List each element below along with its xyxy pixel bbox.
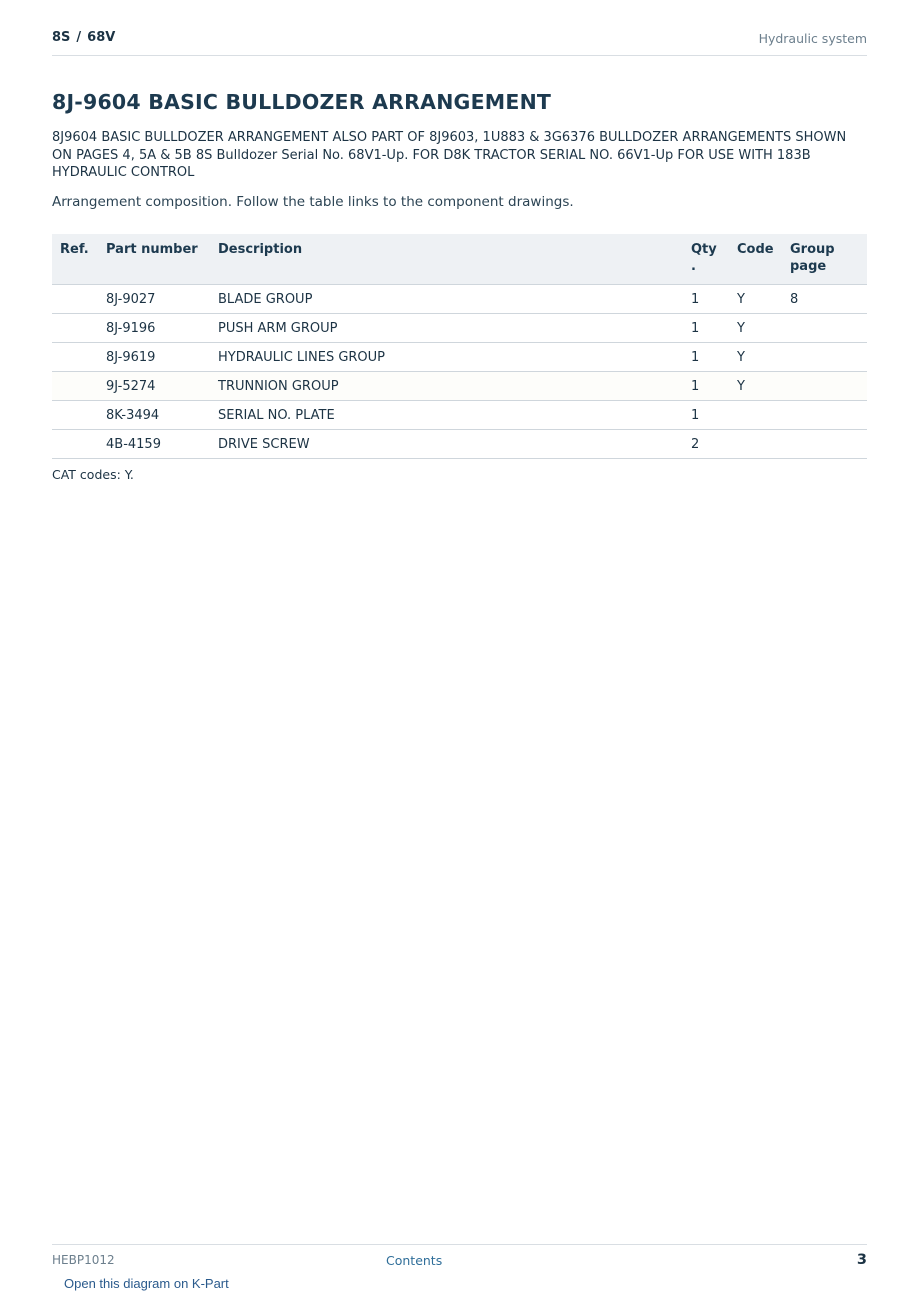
document-page [52,0,867,1300]
group-page-cell [782,401,867,430]
arrangement-description: 8J9604 BASIC BULLDOZER ARRANGEMENT ALSO PART OF 8J9603, 1U883 & 3G6376 BULLDOZER ARRANGEMENTS SHOWN ON PAGES 4, 5A & 5B 8S Bulldozer Serial No. 68V1-Up. FOR D8K TRACTOR SERIAL NO. 66V1-Up FOR USE WITH 183B HYDRAULIC CONTROL [52,130,847,180]
table-row [52,285,867,314]
description-cell: HYDRAULIC LINES GROUP [210,343,683,372]
description-cell: PUSH ARM GROUP [210,314,683,343]
ref-cell [52,430,98,459]
breadcrumb-separator: / [76,30,82,45]
table-row [52,372,867,401]
group-page-link[interactable]: 8 [782,285,867,314]
part-number-cell: 8J-9196 [98,314,210,343]
page-title: 8J-9604 BASIC BULLDOZER ARRANGEMENT [52,90,552,114]
column-header-description: Description [210,234,683,285]
breadcrumb [52,30,115,45]
intro-text: Arrangement composition. Follow the table links to the component drawings. [52,194,574,210]
part-number-cell: 9J-5274 [98,372,210,401]
code-cell: Y [729,314,782,343]
code-cell [729,401,782,430]
code-cell: Y [729,372,782,401]
ref-cell [52,343,98,372]
ref-cell [52,372,98,401]
table-row [52,401,867,430]
table-row [52,314,867,343]
group-page-cell [782,372,867,401]
group-page-cell [782,314,867,343]
description-cell: BLADE GROUP [210,285,683,314]
page-footer [52,1244,867,1275]
table-row [52,430,867,459]
qty-cell: 1 [683,314,729,343]
qty-cell: 1 [683,285,729,314]
column-header-code: Code [729,234,782,285]
part-number-cell: 8K-3494 [98,401,210,430]
ref-cell [52,401,98,430]
section-name: Hydraulic system [758,31,867,46]
contents-link[interactable]: Contents [386,1253,443,1268]
column-header-group-page: Group page [782,234,867,285]
column-header-ref: Ref. [52,234,98,285]
code-cell: Y [729,285,782,314]
group-page-cell [782,343,867,372]
qty-cell: 1 [683,401,729,430]
code-cell [729,430,782,459]
document-id: HEBP1012 [52,1253,115,1267]
qty-cell: 1 [683,343,729,372]
breadcrumb-model: 8S [52,30,71,45]
open-on-kpart-link[interactable]: Open this diagram on K-Part [64,1276,229,1291]
part-number-link[interactable]: 8J-9027 [98,285,210,314]
column-header-part-number: Part number [98,234,210,285]
qty-cell: 2 [683,430,729,459]
part-number-cell: 8J-9619 [98,343,210,372]
breadcrumb-serial-prefix: 68V [87,30,116,45]
qty-cell: 1 [683,372,729,401]
page-number: 3 [856,1252,867,1268]
table-header-row [52,234,867,285]
description-cell: TRUNNION GROUP [210,372,683,401]
description-cell: DRIVE SCREW [210,430,683,459]
column-header-qty: Qty . [683,234,729,285]
group-page-cell [782,430,867,459]
table-row [52,343,867,372]
part-number-cell: 4B-4159 [98,430,210,459]
code-cell: Y [729,343,782,372]
parts-table [52,234,867,459]
ref-cell [52,285,98,314]
ref-cell [52,314,98,343]
description-cell: SERIAL NO. PLATE [210,401,683,430]
cat-codes-note: CAT codes: Y. [52,467,134,482]
page-header [52,28,867,56]
